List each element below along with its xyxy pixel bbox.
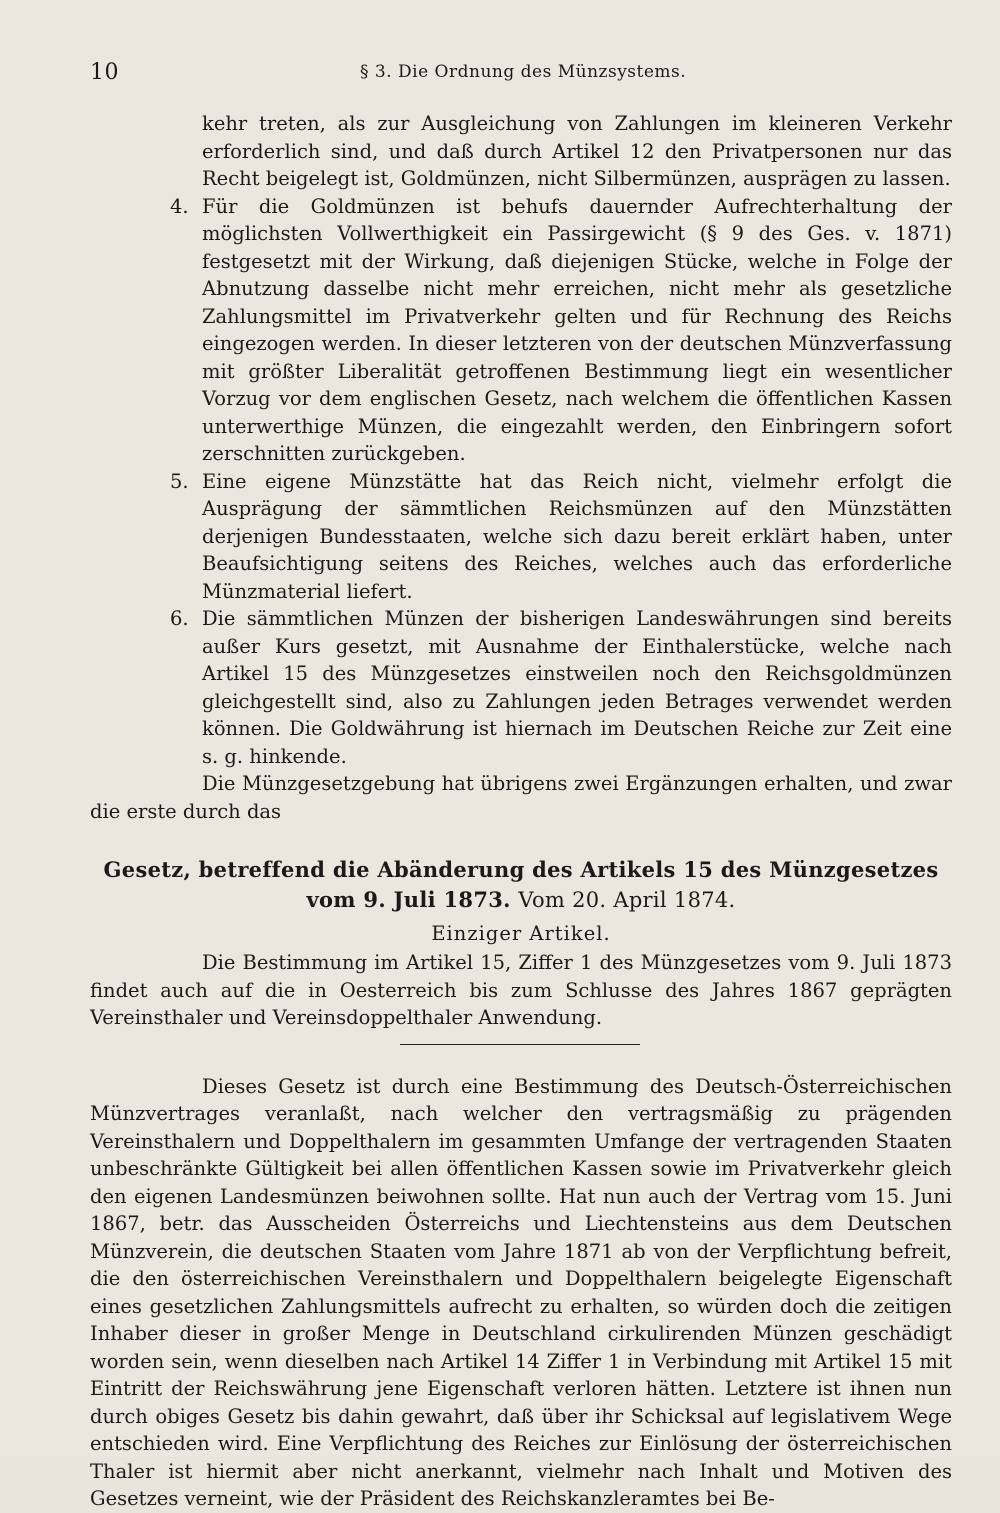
- list-item-text: Die sämmtlichen Münzen der bisherigen Landeswährungen sind bereits außer Kurs gesetzt, mit Ausnahme der Einthalerstücke, welche nach Artikel 15 des Münzgesetzes einstweilen noch den Reichsgoldmünzen gleichgestellt sind, also zu Zahlungen jeden Betrages verwendet werden können. Die Goldwährung ist hiernach im Deutschen Reiche zur Zeit eine s. g. hinkende.: [202, 607, 952, 768]
- commentary-paragraph: Dieses Gesetz ist durch eine Bestimmung des Deutsch-Österreichischen Münzvertrages veranlaßt, nach welcher den vertragsmäßig zu prägenden Vereinsthalern und Doppelthalern im gesammten Umfange der vertragenden Staaten unbeschränkte Gültigkeit bei allen öffentlichen Kassen sowie im Privatverkehr gleich den eigenen Landesmünzen beiwohnen sollte. Hat nun auch der Vertrag vom 15. Juni 1867, betr. das Ausscheiden Österreichs und Liechtensteins aus dem Deutschen Münzverein, die deutschen Staaten vom Jahre 1871 ab von der Verpflichtung befreit, die den österreichischen Vereinsthalern und Doppelthalern beigelegte Eigenschaft eines gesetzlichen Zahlungsmittels aufrecht zu erhalten, so würden doch die zeitigen Inhaber dieser in großer Menge in Deutschland cirkulirenden Münzen geschädigt worden sein, wenn dieselben nach Artikel 14 Ziffer 1 in Verbindung mit Artikel 15 mit Eintritt der Reichswährung jene Eigenschaft verloren hätten. Letztere ist ihnen nun durch obiges Gesetz bis dahin gewahrt, daß über ihr Schicksal auf legislativem Wege entschieden wird. Eine Verpflichtung des Reiches zur Einlösung der österreichischen Thaler ist hiermit aber nicht anerkannt, vielmehr nach Inhalt und Motiven des Gesetzes verneint, wie der Präsident des Reichskanzleramtes bei Be-: [90, 1074, 952, 1510]
- list-item-text: Für die Goldmünzen ist behufs dauernder Aufrechterhaltung der möglichsten Vollwerthigkeit ein Passirgewicht (§ 9 des Ges. v. 1871) festgesetzt mit der Wirkung, daß diejenigen Stücke, welche in Folge der Abnutzung dasselbe nicht mehr erreichen, nicht mehr als gesetzliche Zahlungsmittel im Privatverkehr gelten und für Rechnung des Reichs eingezogen werden. In dieser letzteren von der deutschen Münzverfassung mit größter Liberalität getroffenen Bestimmung liegt ein wesentlicher Vorzug vor dem englischen Gesetz, nach welchem die öffentlichen Kassen unterwerthige Münzen, die eingezahlt werden, den Einbringern sofort zerschnitten zurückgeben.: [202, 194, 952, 465]
- list-number: 6.: [170, 607, 189, 630]
- page-number: 10: [90, 60, 119, 85]
- list-item-6: [90, 605, 952, 770]
- section-divider: [400, 1044, 640, 1045]
- article-heading: Einziger Artikel.: [431, 922, 611, 945]
- intro-paragraph: Die Münzgesetzgebung hat übrigens zwei Ergänzungen erhalten, und zwar die erste durch das: [90, 772, 952, 823]
- page-header: [90, 60, 960, 92]
- law-title-text: Gesetz, betreffend die Abänderung des Artikels 15 des Münzgesetzes vom 9. Juli 1873.: [103, 857, 939, 912]
- list-number: 4.: [170, 194, 189, 218]
- law-date: Vom 20. April 1874.: [518, 888, 736, 912]
- list-item-5: [90, 468, 952, 606]
- article-text: Die Bestimmung im Artikel 15, Ziffer 1 des Münzgesetzes vom 9. Juli 1873 findet auch auf die in Oesterreich bis zum Schlusse des Jahres 1867 geprägten Vereinsthaler und Vereinsdoppelthaler Anwendung.: [90, 951, 952, 1029]
- law-title: [90, 855, 952, 915]
- paragraph-continuation: kehr treten, als zur Ausgleichung von Zahlungen im kleineren Verkehr erforderlich sind, und daß durch Artikel 12 den Privatpersonen nur das Recht beigelegt ist, Goldmünzen, nicht Silbermünzen, ausprägen zu lassen.: [202, 112, 952, 190]
- list-item-4: [90, 193, 952, 468]
- list-number: 5.: [170, 469, 189, 493]
- running-head: § 3. Die Ordnung des Münzsystems.: [360, 62, 687, 82]
- page-body: [90, 110, 952, 1513]
- list-item-text: Eine eigene Münzstätte hat das Reich nicht, vielmehr erfolgt die Ausprägung der sämmtlichen Reichsmünzen auf den Münzstätten derjenigen Bundesstaaten, welche sich dazu bereit erklärt haben, unter Beaufsichtigung seitens des Reiches, welches auch das erforderliche Münzmaterial liefert.: [202, 469, 952, 603]
